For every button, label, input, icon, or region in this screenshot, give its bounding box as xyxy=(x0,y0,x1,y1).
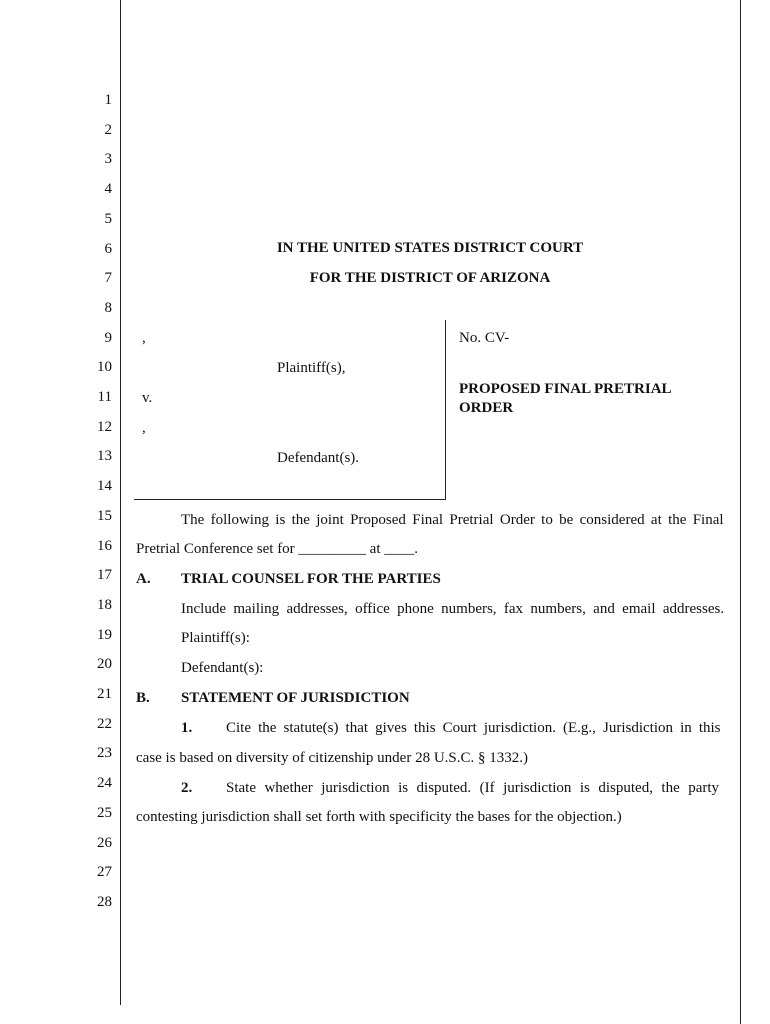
line-number: 26 xyxy=(97,834,112,851)
item-1-number: 1. xyxy=(181,720,193,736)
case-number: No. CV- xyxy=(459,330,510,346)
line-number: 25 xyxy=(97,804,112,821)
line-number: 15 xyxy=(97,507,112,524)
line-number: 6 xyxy=(104,240,112,257)
plaintiff-label: Plaintiff(s), xyxy=(277,360,346,376)
section-b-heading: STATEMENT OF JURISDICTION xyxy=(181,690,410,706)
line-number: 28 xyxy=(97,893,112,910)
line-number: 17 xyxy=(97,567,112,584)
item-2-line-2: contesting jurisdiction shall set forth with specificity the bases for the objection.) xyxy=(136,809,622,825)
defendant-name: , xyxy=(142,420,146,436)
court-name: IN THE UNITED STATES DISTRICT COURT xyxy=(276,240,584,256)
line-number: 9 xyxy=(104,329,112,346)
section-a-letter: A. xyxy=(136,571,151,587)
line-number: 3 xyxy=(104,151,112,168)
section-a-heading: TRIAL COUNSEL FOR THE PARTIES xyxy=(181,571,441,587)
line-number: 27 xyxy=(97,864,112,881)
item-2-number: 2. xyxy=(181,780,193,796)
section-a-instruction: Include mailing addresses, office phone numbers, fax numbers, and email addresses. xyxy=(181,601,725,617)
versus-label: v. xyxy=(142,390,153,406)
item-2-line-1: State whether jurisdiction is disputed. (If jurisdiction is disputed, the party xyxy=(226,780,720,796)
line-number: 22 xyxy=(97,715,112,732)
line-number: 2 xyxy=(104,121,112,138)
line-number: 10 xyxy=(97,359,112,376)
intro-line-2: Pretrial Conference set for _________ at ____. xyxy=(136,541,419,557)
line-number: 18 xyxy=(97,596,112,613)
section-b-letter: B. xyxy=(136,690,150,706)
line-number: 1 xyxy=(104,92,112,108)
item-1-line-1: Cite the statute(s) that gives this Court jurisdiction. (E.g., Jurisdiction in this xyxy=(226,720,721,736)
line-number: 21 xyxy=(97,686,112,702)
line-number: 7 xyxy=(104,270,112,287)
line-number: 11 xyxy=(97,389,112,405)
document-title-line-1: PROPOSED FINAL PRETRIAL xyxy=(459,381,672,397)
caption-vertical-rule xyxy=(445,320,446,499)
court-district: FOR THE DISTRICT OF ARIZONA xyxy=(309,270,551,286)
item-1-line-2: case is based on diversity of citizenship under 28 U.S.C. § 1332.) xyxy=(136,750,529,766)
line-number: 4 xyxy=(104,181,112,198)
line-number: 12 xyxy=(97,418,112,435)
plaintiff-name: , xyxy=(142,330,146,346)
intro-line-1: The following is the joint Proposed Final Pretrial Order to be considered at the Final xyxy=(181,512,724,528)
caption-bottom-rule xyxy=(134,499,446,500)
line-number: 23 xyxy=(97,745,112,762)
left-margin-rule xyxy=(120,0,121,1005)
line-number: 20 xyxy=(97,656,112,673)
line-number: 5 xyxy=(104,210,112,227)
line-number: 16 xyxy=(97,537,112,554)
right-margin-rule xyxy=(740,0,741,1024)
line-number: 13 xyxy=(97,448,112,465)
line-number: 24 xyxy=(97,775,112,792)
defendant-label: Defendant(s). xyxy=(277,450,360,466)
document-title-line-2: ORDER xyxy=(459,400,514,416)
plaintiffs-counsel-label: Plaintiff(s): xyxy=(181,630,250,646)
line-number: 8 xyxy=(104,299,112,316)
defendants-counsel-label: Defendant(s): xyxy=(181,660,264,676)
line-number: 14 xyxy=(97,478,112,495)
line-number: 19 xyxy=(97,626,112,643)
